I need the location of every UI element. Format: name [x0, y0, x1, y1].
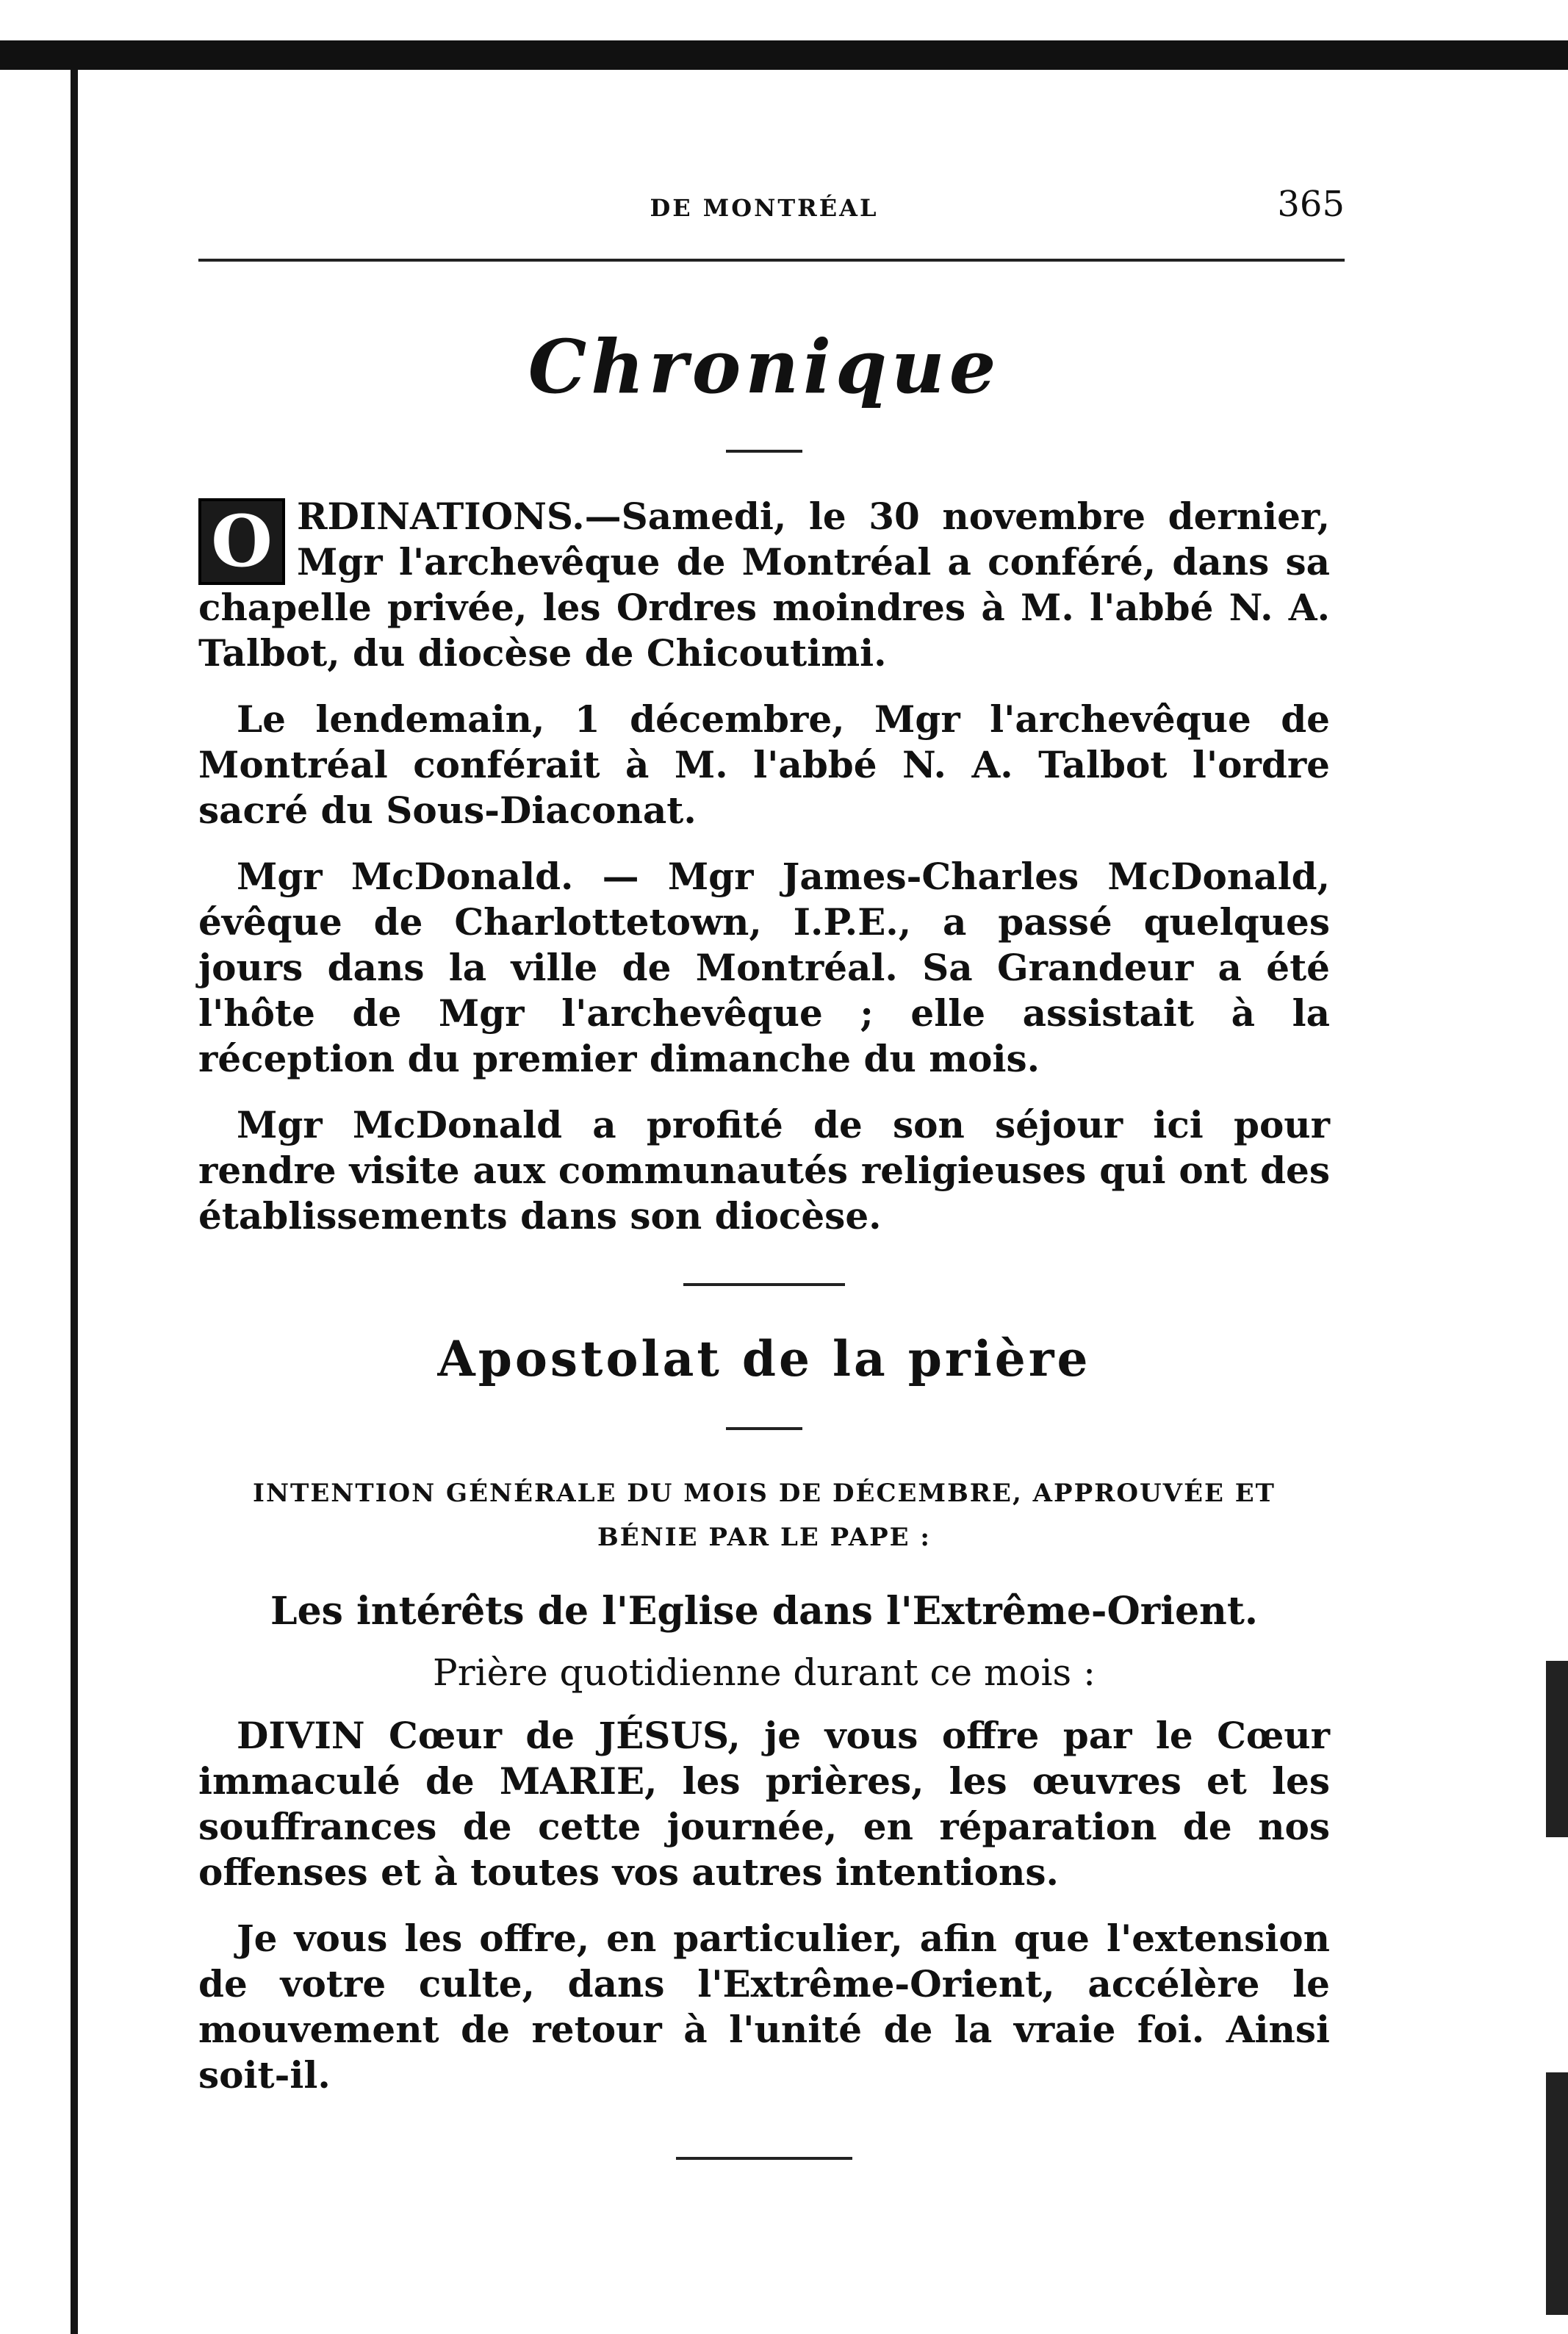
page [198, 169, 1345, 2160]
ordinations-paragraph-2: Le lendemain, 1 décembre, Mgr l'archevêque de Montréal conférait à M. l'abbé N. A. Talbot l'ordre sacré du Sous-Diaconat. [198, 697, 1330, 832]
divider [676, 2157, 852, 2160]
ordinations-paragraph [198, 494, 1330, 676]
mcdonald-paragraph-2: Mgr McDonald a profité de son séjour ici pour rendre visite aux communautés religieuses qui ont des établissements dans son diocèse. [198, 1103, 1330, 1238]
intention-title: Les intérêts de l'Eglise dans l'Extrême-Orient. [270, 1589, 1258, 1634]
scan-top-bar [0, 40, 1568, 70]
apostolat-title: Apostolat de la prière [437, 1330, 1091, 1387]
ordinations-lead: RDINATIONS. [297, 495, 585, 538]
divider [726, 450, 802, 453]
drop-initial: O [198, 498, 285, 585]
intention-line: INTENTION GÉNÉRALE DU MOIS DE DÉCEMBRE, APPROUVÉE ET [253, 1479, 1276, 1508]
running-head [198, 169, 1345, 235]
chronique-title: Chronique [528, 323, 1001, 410]
intention-line: BÉNIE PAR LE PAPE : [597, 1523, 931, 1552]
divider [683, 1283, 845, 1286]
prayer-paragraph: DIVIN Cœur de JÉSUS, je vous offre par le Cœur immaculé de MARIE, les prières, les œuvres et les souffrances de cette journée, en réparation de nos offenses et à toutes vos autres intentions. [198, 1714, 1330, 1894]
scan-right-speck [1546, 2072, 1568, 2315]
ordinations-body: —Samedi, le 30 novembre dernier, Mgr l'archevêque de Montréal a conféré, dans sa chapelle privée, les Ordres moindres à M. l'abbé N. A. Talbot, du diocèse de Chicoutimi. [198, 495, 1330, 675]
scan-left-edge [71, 70, 78, 2334]
header-rule [198, 259, 1345, 262]
prayer-paragraph: Je vous les offre, en particulier, afin que l'extension de votre culte, dans l'Extrême-Orient, accélère le mouvement de retour à l'unité de la vraie foi. Ainsi soit-il. [198, 1917, 1330, 2097]
mcdonald-body: — Mgr James-Charles McDonald, évêque de Charlottetown, I.P.E., a passé quelques jours dans la ville de Montréal. Sa Grandeur a été l'hôte de Mgr l'archevêque ; elle assistait à la réception du premier dimanche du mois. [198, 855, 1330, 1080]
scan-right-speck [1546, 1661, 1568, 1837]
mcdonald-lead: Mgr McDonald. [237, 855, 574, 898]
divider [726, 1427, 802, 1430]
page-number: 365 [1277, 184, 1345, 225]
running-title: DE MONTRÉAL [650, 194, 879, 222]
ordinations-section [198, 494, 1330, 833]
mcdonald-paragraph [198, 854, 1330, 1082]
prayer-subhead: Prière quotidienne durant ce mois : [433, 1651, 1096, 1694]
